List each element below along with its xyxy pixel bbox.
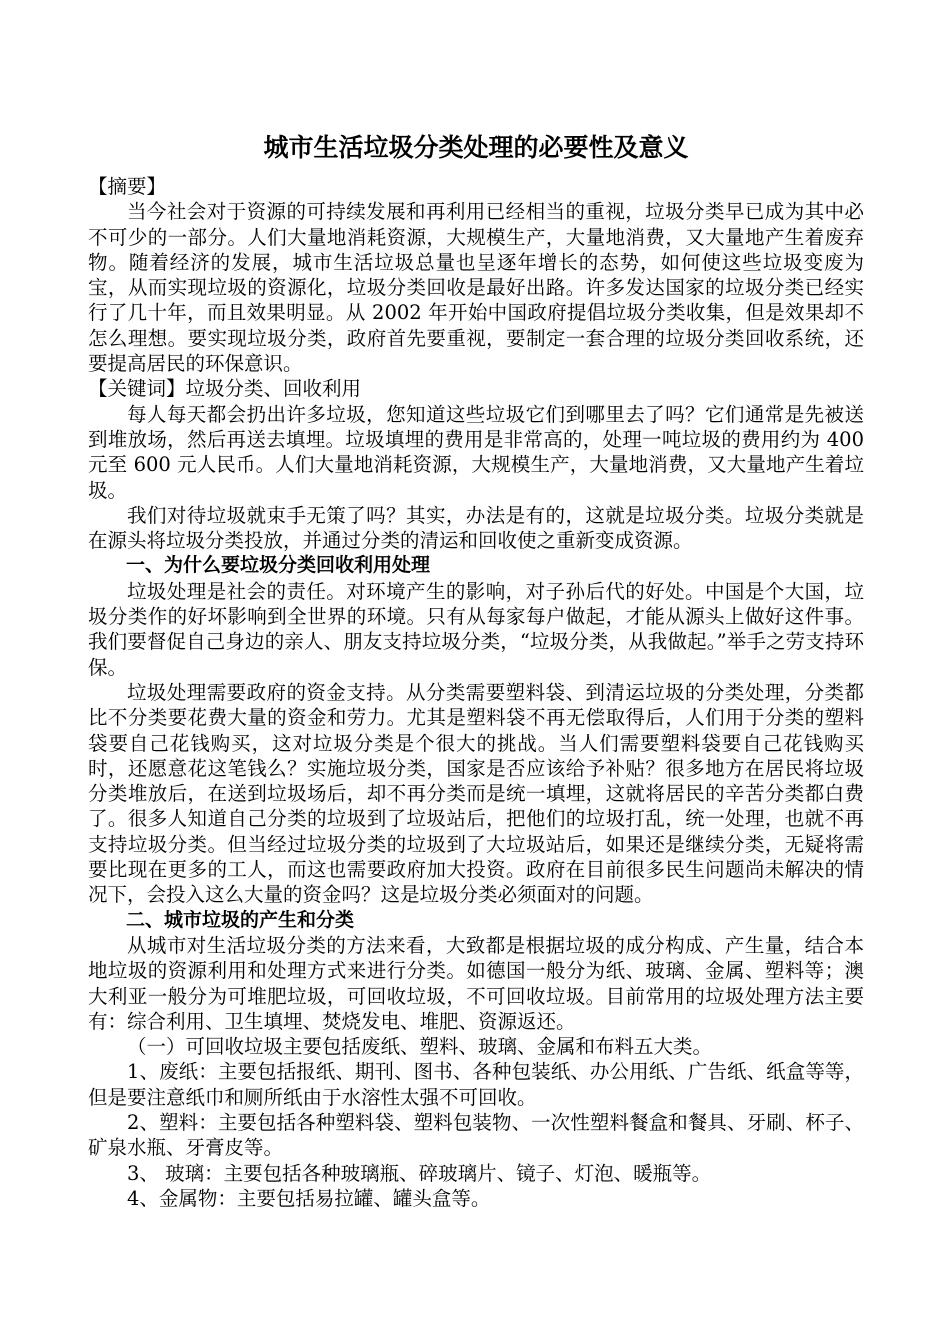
section-heading: 二、城市垃圾的产生和分类 (126, 908, 355, 931)
list-item: 2、塑料：主要包括各种塑料袋、塑料包装物、一次性塑料餐盒和餐具、牙刷、杯子、矿泉水瓶、牙膏皮等。 (88, 1110, 864, 1160)
document-title: 城市生活垃圾分类处理的必要性及意义 (263, 133, 689, 162)
abstract-label: 【摘要】 (88, 175, 167, 198)
subsection-heading: （一）可回收垃圾主要包括废纸、塑料、玻璃、金属和布料五大类。 (127, 1035, 713, 1059)
abstract-paragraph: 当今社会对于资源的可持续发展和再利用已经相当的重视，垃圾分类早已成为其中必不可少的一部分。人们大量地消耗资源，大规模生产，大量地消费，又大量地产生着废弃物。随着经济的发展，城市生活垃圾总量也呈逐年增长的态势，如何使这些垃圾变废为宝，从而实现垃圾的资源化，垃圾分类回收是最好出路。许多发达国家的垃圾分类已经实行了几十年，而且效果明显。从 2002 年开始中国政府提倡垃圾分类收集，但是效果却不怎么理想。要实现垃圾分类，政府首先要重视，要制定一套合理的垃圾分类回收系统，还要提高居民的环保意识。 (88, 200, 864, 376)
intro-paragraph: 每人每天都会扔出许多垃圾，您知道这些垃圾它们到哪里去了吗？它们通常是先被送到堆放场，然后再送去填埋。垃圾填埋的费用是非常高的，处理一吨垃圾的费用约为 400 元至 600 元人民币。人们大量地消耗资源，大规模生产，大量地消费，又大量地产生着垃圾。 (88, 402, 864, 502)
keywords-line (88, 376, 864, 401)
keywords-label: 【关键词】 (88, 377, 186, 401)
body-paragraph: 垃圾处理是社会的责任。对环境产生的影响，对子孙后代的好处。中国是个大国，垃圾分类作的好坏影响到全世界的环境。只有从每家每户做起，才能从源头上做好这件事。我们要督促自己身边的亲人、朋友支持垃圾分类，“垃圾分类，从我做起。”举手之劳支持环保。 (88, 579, 864, 679)
keywords-text: 垃圾分类、回收利用 (185, 377, 362, 401)
intro-paragraph: 我们对待垃圾就束手无策了吗？其实，办法是有的，这就是垃圾分类。垃圾分类就是在源头将垃圾分类投放，并通过分类的清运和回收使之重新变成资源。 (88, 503, 864, 553)
body-paragraph: 从城市对生活垃圾分类的方法来看，大致都是根据垃圾的成分构成、产生量，结合本地垃圾的资源利用和处理方式来进行分类。如德国一般分为纸、玻璃、金属、塑料等；澳大利亚一般分为可堆肥垃圾，可回收垃圾，不可回收垃圾。目前常用的垃圾处理方法主要有：综合利用、卫生填埋、焚烧发电、堆肥、资源返还。 (88, 933, 864, 1033)
document-page (88, 128, 864, 1211)
list-item: 1、废纸：主要包括报纸、期刊、图书、各种包装纸、办公用纸、广告纸、纸盒等等，但是要注意纸巾和厕所纸由于水溶性太强不可回收。 (88, 1060, 864, 1109)
section-heading: 一、为什么要垃圾分类回收利用处理 (126, 554, 431, 577)
list-item: 4、金属物：主要包括易拉罐、罐头盒等。 (127, 1186, 491, 1210)
body-paragraph: 垃圾处理需要政府的资金支持。从分类需要塑料袋、到清运垃圾的分类处理，分类都比不分类要花费大量的资金和劳力。尤其是塑料袋不再无偿取得后，人们用于分类的塑料袋要自己花钱购买，这对垃圾分类是个很大的挑战。当人们需要塑料袋要自己花钱购买时，还愿意花这笔钱么？实施垃圾分类，国家是否应该给予补贴？很多地方在居民将垃圾分类堆放后，在送到垃圾场后，却不再分类而是统一填埋，这就将居民的辛苦分类都白费了。很多人知道自己分类的垃圾到了垃圾站后，把他们的垃圾打乱，统一处理，也就不再支持垃圾分类。但当经过垃圾分类的垃圾到了大垃圾站后，如果还是继续分类，无疑将需要比现在更多的工人，而这也需要政府加大投资。政府在目前很多民生问题尚未解决的情况下，会投入这么大量的资金吗？这是垃圾分类必须面对的问题。 (88, 680, 864, 907)
list-item: 3、 玻璃：主要包括各种玻璃瓶、碎玻璃片、镜子、灯泡、暖瓶等。 (127, 1161, 712, 1185)
